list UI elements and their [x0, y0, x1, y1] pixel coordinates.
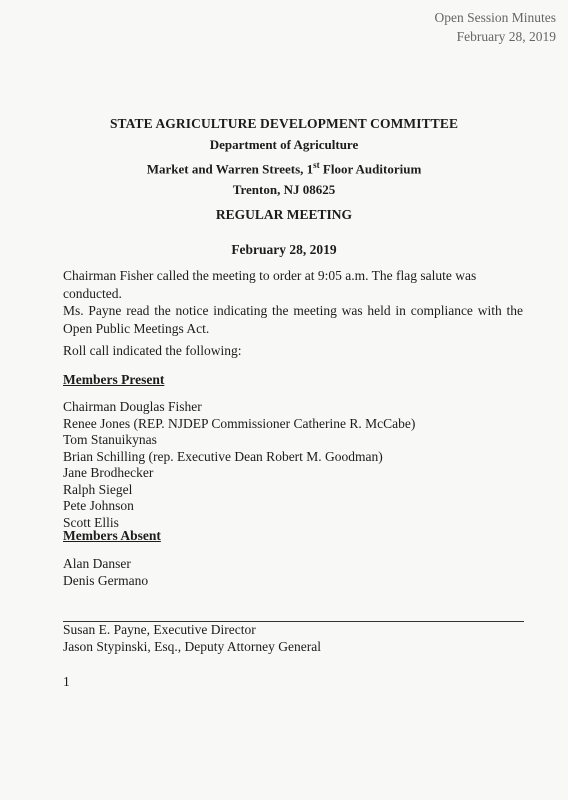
notice-paragraph: Ms. Payne read the notice indicating the meeting was held in compliance with the Open Public Meetings Act.: [63, 303, 523, 336]
list-item: Denis Germano: [63, 572, 149, 588]
meeting-date: February 28, 2019: [231, 242, 337, 257]
committee-title: STATE AGRICULTURE DEVELOPMENT COMMITTEE: [109, 116, 459, 131]
city-address: Trenton, NJ 08625: [232, 182, 336, 198]
meeting-location: Market and Warren Streets, 1st Floor Auditorium: [146, 160, 422, 177]
list-item: Alan Danser: [63, 556, 131, 571]
list-item: Brian Schilling (rep. Executive Dean Robert M. Goodman): [63, 448, 383, 464]
list-item: Pete Johnson: [63, 498, 134, 513]
staff-list: [63, 621, 321, 655]
list-item: Susan E. Payne, Executive Director: [63, 622, 256, 637]
roll-call-paragraph: Roll call indicated the following:: [63, 343, 242, 358]
list-item: Jason Stypinski, Esq., Deputy Attorney General: [63, 639, 321, 654]
list-item: Jane Brodhecker: [63, 465, 154, 480]
page-number: 1: [63, 674, 70, 689]
members-present-list: [63, 399, 415, 531]
list-item: Scott Ellis: [63, 514, 119, 530]
meeting-type: REGULAR MEETING: [215, 207, 353, 222]
call-to-order-paragraph: Chairman Fisher called the meeting to order at 9:05 a.m. The flag salute was conducted.: [63, 268, 477, 301]
list-item: Ralph Siegel: [63, 481, 133, 497]
organization-block: [0, 113, 568, 200]
members-absent-list: [63, 556, 148, 589]
running-header: [435, 8, 557, 46]
members-absent-heading: Members Absent: [63, 528, 161, 543]
list-item: Chairman Douglas Fisher: [63, 399, 202, 414]
members-present-heading: Members Present: [63, 372, 165, 387]
department-name: Department of Agriculture: [209, 137, 359, 152]
list-item: Renee Jones (REP. NJDEP Commissioner Catherine R. McCabe): [63, 415, 416, 431]
list-item: Tom Stanuikynas: [63, 432, 157, 447]
header-title: Open Session Minutes: [434, 10, 556, 25]
header-date: February 28, 2019: [456, 29, 556, 44]
